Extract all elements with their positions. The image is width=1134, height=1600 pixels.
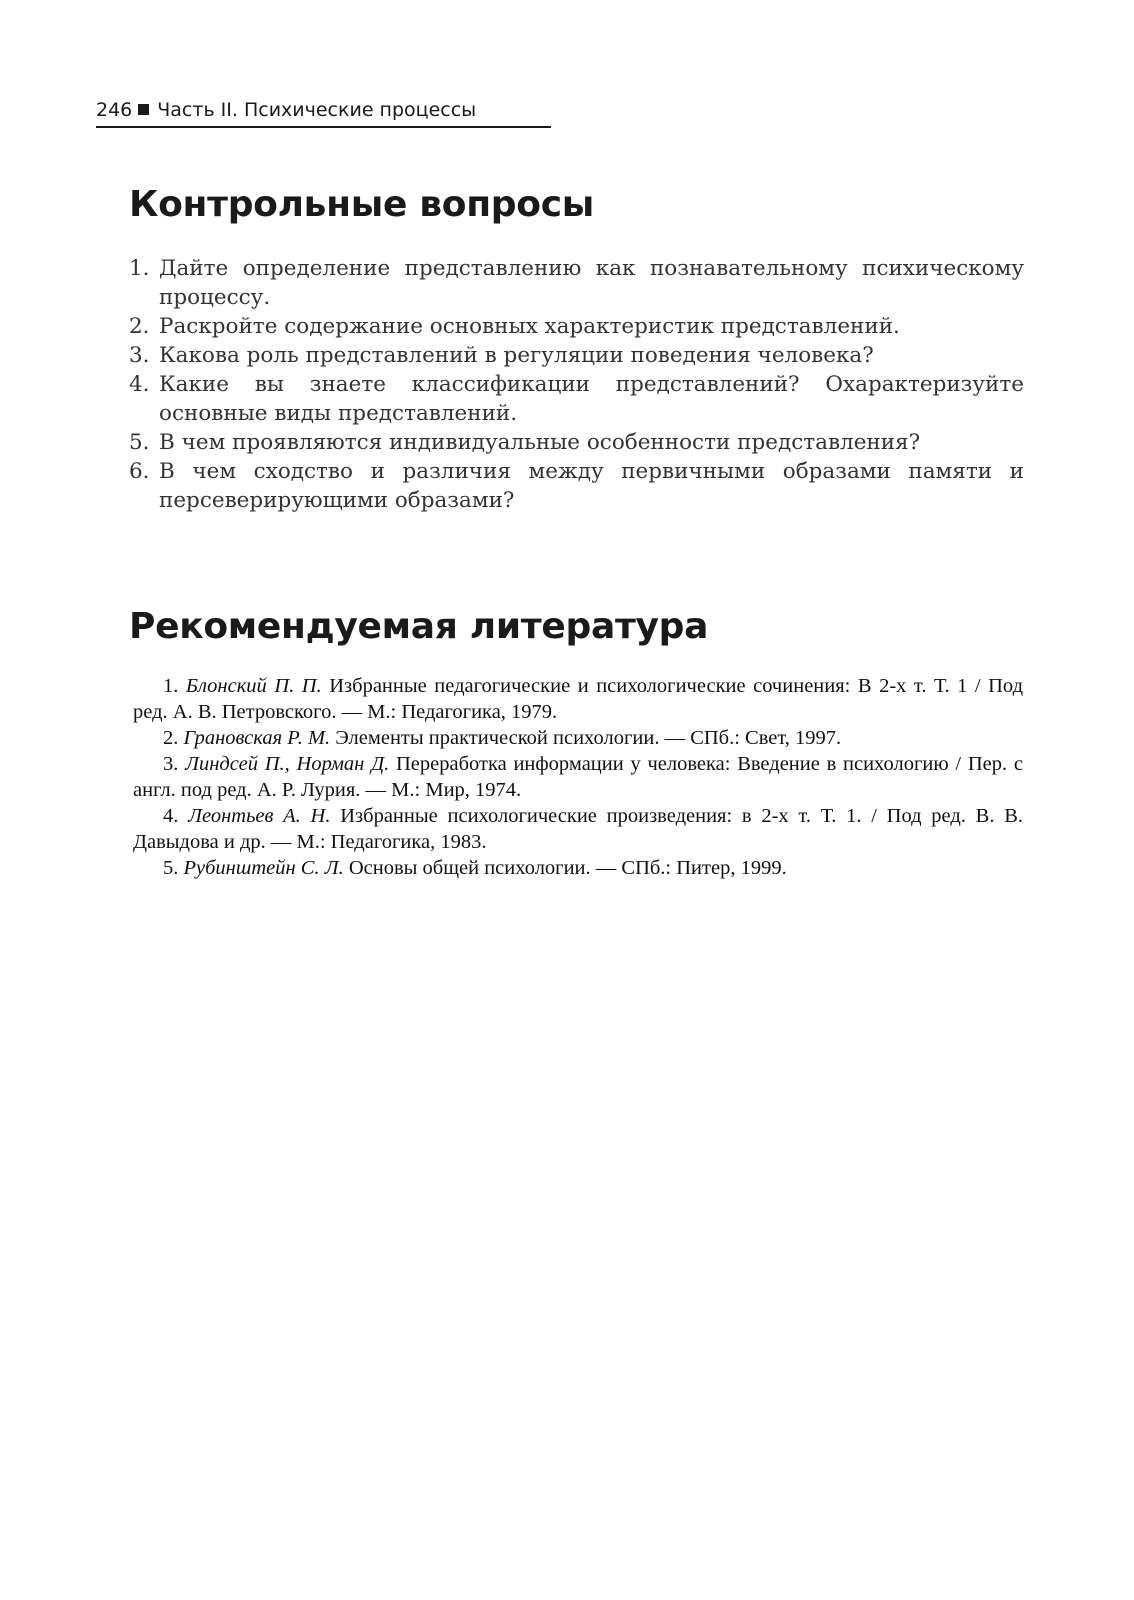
- question-text: В чем сходство и различия между первичными образами памяти и персеверирующими образами?: [159, 459, 1024, 513]
- question-number: 2.: [129, 314, 150, 339]
- questions-heading: Контрольные вопросы: [129, 184, 594, 225]
- question-item: [129, 312, 1024, 341]
- page-number: 246: [96, 99, 133, 121]
- literature-text: Избранные психологические произведения: в 2-х т. Т. 1. / Под ред. В. В. Давыдова и др. — М.: Педагогика, 1983.: [133, 805, 1024, 853]
- question-text: Дайте определение представлению как познавательному психическому процессу.: [159, 256, 1024, 310]
- literature-text: Основы общей психологии. — СПб.: Питер, 1999.: [348, 857, 787, 879]
- literature-text: Избранные педагогические и психологические сочинения: В 2-х т. Т. 1 / Под ред. А. В. Петровского. — М.: Педагогика, 1979.: [133, 675, 1024, 723]
- literature-heading: Рекомендуемая литература: [129, 606, 709, 647]
- question-text: Раскройте содержание основных характеристик представлений.: [159, 314, 900, 339]
- question-item: [129, 457, 1024, 515]
- question-item: [129, 370, 1024, 428]
- literature-author: Рубинштейн С. Л.: [183, 857, 344, 879]
- literature-number: 3.: [163, 753, 179, 775]
- literature-text: Элементы практической психологии. — СПб.: Свет, 1997.: [335, 727, 842, 749]
- running-head: [96, 96, 551, 128]
- question-item: [129, 428, 1024, 457]
- question-number: 6.: [129, 459, 150, 484]
- literature-number: 1.: [163, 675, 179, 697]
- literature-author: Грановская Р. М.: [183, 727, 331, 749]
- literature-item: [133, 751, 1023, 803]
- square-bullet-icon: [138, 104, 149, 115]
- question-text: В чем проявляются индивидуальные особенности представления?: [159, 430, 921, 455]
- question-item: [129, 254, 1024, 312]
- literature-item: [133, 855, 1023, 881]
- literature-number: 2.: [163, 727, 179, 749]
- literature-number: 5.: [163, 857, 179, 879]
- literature-text: Переработка информации у человека: Введение в психологию / Пер. с англ. под ред. А. Р. Лурия. — М.: Мир, 1974.: [133, 753, 1023, 801]
- literature-author: Леонтьев А. Н.: [188, 805, 331, 827]
- literature-number: 4.: [163, 805, 179, 827]
- question-number: 3.: [129, 343, 150, 368]
- question-number: 4.: [129, 372, 150, 397]
- question-number: 5.: [129, 430, 150, 455]
- literature-list: [133, 673, 1023, 881]
- question-text: Какие вы знаете классификации представлений? Охарактеризуйте основные виды представлений.: [159, 372, 1024, 426]
- question-item: [129, 341, 1024, 370]
- literature-author: Линдсей П., Норман Д.: [185, 753, 390, 775]
- literature-item: [133, 803, 1023, 855]
- question-text: Какова роль представлений в регуляции поведения человека?: [159, 343, 874, 368]
- literature-item: [133, 725, 1023, 751]
- running-head-section: Часть II. Психические процессы: [157, 99, 477, 121]
- questions-list: [129, 254, 1024, 515]
- literature-item: [133, 673, 1023, 725]
- literature-author: Блонский П. П.: [185, 675, 322, 697]
- question-number: 1.: [129, 256, 150, 281]
